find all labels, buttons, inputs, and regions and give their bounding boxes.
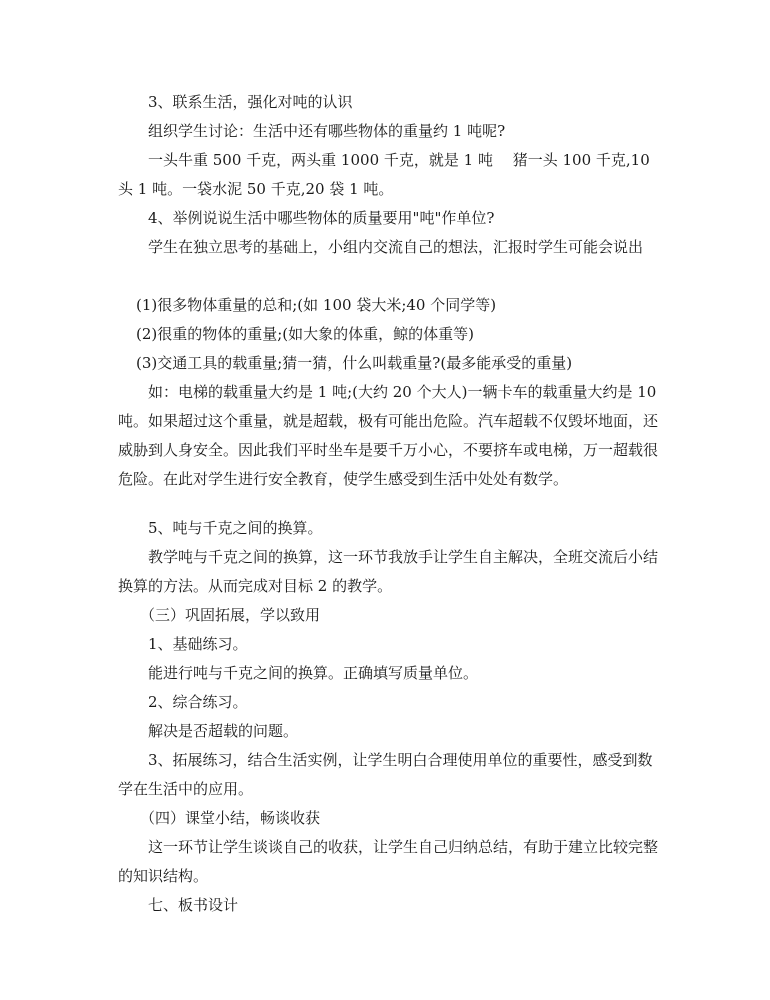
exercise-basic-text: 能进行吨与千克之间的换算。正确填写质量单位。 [148,664,479,682]
list-item-vehicle-load: (3)交通工具的载重量;猜一猜，什么叫载重量?(最多能承受的重量) [136,354,573,372]
section-heading-consolidate: （三）巩固拓展，学以致用 [140,606,321,624]
section-heading-examples: 4、举例说说生活中哪些物体的质量要用"吨"作单位? [148,209,495,227]
exercise-extended-paragraph: 3、拓展练习，结合生活实例，让学生明白合理使用单位的重要性，感受到数学在生活中的应用。 [118,751,653,798]
exercise-combined-text: 解决是否超载的问题。 [148,722,299,740]
section-heading-board-design: 七、板书设计 [148,896,239,914]
student-discussion: 学生在独立思考的基础上，小组内交流自己的想法，汇报时学生可能会说出 [148,238,644,256]
list-item-heavy-objects: (2)很重的物体的重量;(如大象的体重，鲸的体重等) [136,325,475,343]
summary-paragraph: 这一环节让学生谈谈自己的收获，让学生自己归纳总结，有助于建立比较完整的知识结构。 [118,838,659,885]
discussion-prompt: 组织学生讨论：生活中还有哪些物体的重量约 1 吨呢? [148,122,506,140]
conversion-paragraph: 教学吨与千克之间的换算，这一环节我放手让学生自主解决，全班交流后小结换算的方法。从而完成对目标 2 的教学。 [118,548,659,595]
section-heading-summary: （四）课堂小结，畅谈收获 [140,809,321,827]
weight-examples: 一头牛重 500 千克，两头重 1000 千克，就是 1 吨 猪一头 100 千克,10 头 1 吨。一袋水泥 50 千克,20 袋 1 吨。 [118,151,655,198]
exercise-combined-heading: 2、综合练习。 [148,693,248,711]
list-item-total-weight: (1)很多物体重量的总和;(如 100 袋大米;40 个同学等) [136,296,497,314]
section-heading-link-life: 3、联系生活，强化对吨的认识 [148,93,353,111]
safety-education-paragraph: 如：电梯的载重量大约是 1 吨;(大约 20 个大人)一辆卡车的载重量大约是 10 吨。如果超过这个重量，就是超载，极有可能出危险。汽车超载不仅毁坏地面，还威胁到人身安全。因此我们平时坐车是要千万小心，不要挤车或电梯，万一超载很危险。在此对学生进行安全教育，使学生感受到生活中处处有数学。 [118,383,662,488]
section-heading-conversion: 5、吨与千克之间的换算。 [148,519,323,537]
exercise-basic-heading: 1、基础练习。 [148,635,248,653]
